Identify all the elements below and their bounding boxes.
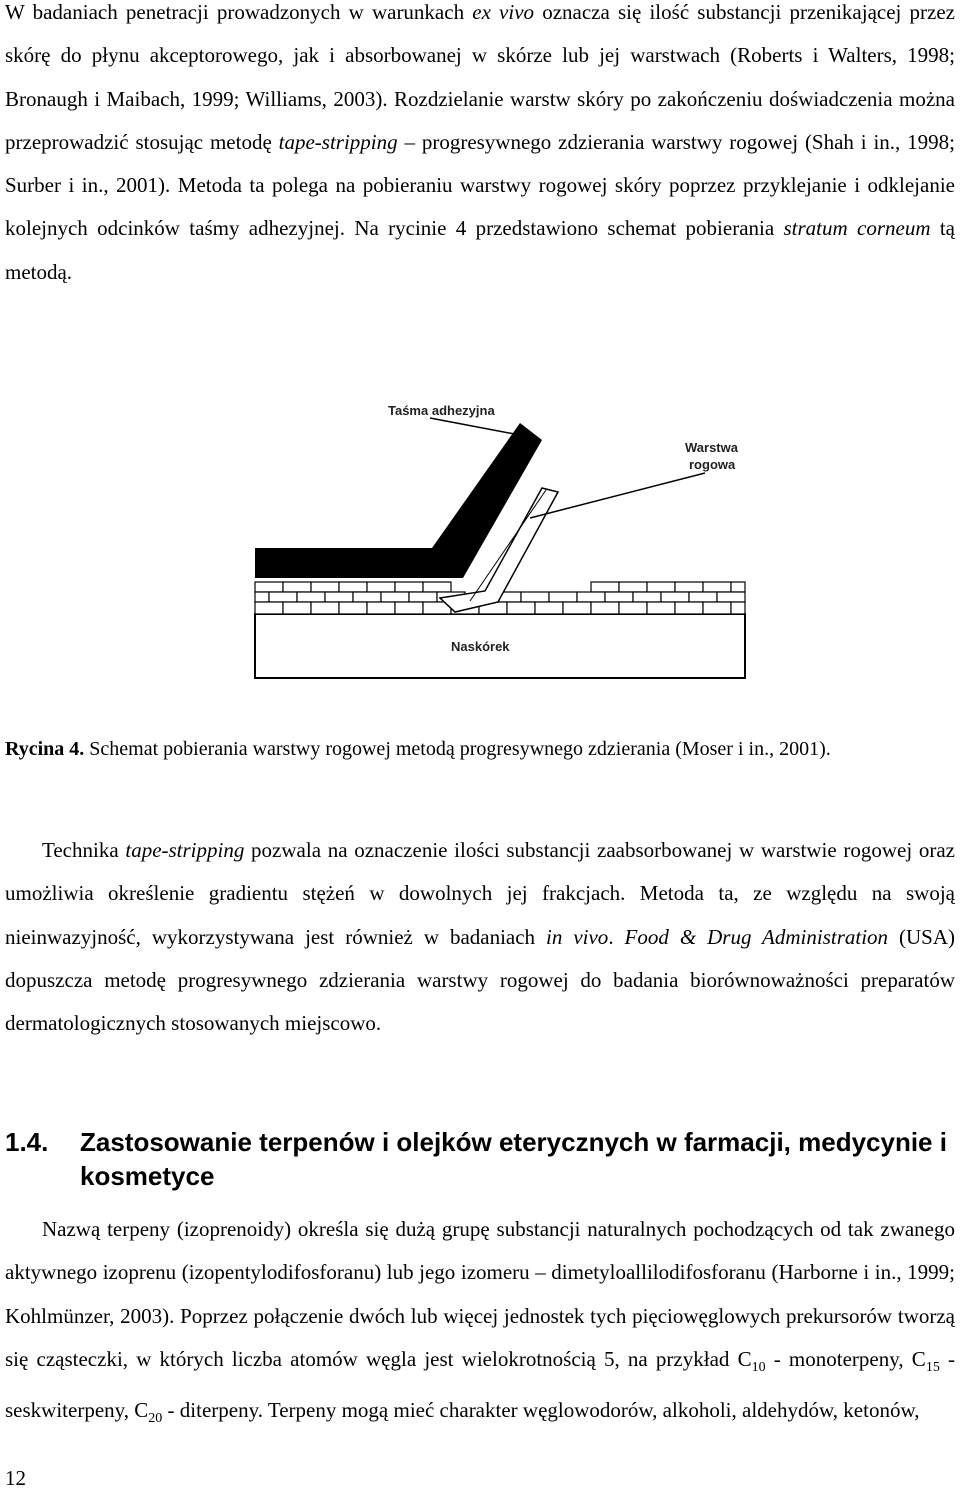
brick — [507, 602, 535, 614]
text-run: - monoterpeny, C — [765, 1346, 926, 1371]
brick — [647, 602, 675, 614]
label-stratum-corneum-1: Warstwa — [685, 440, 738, 455]
brick — [311, 602, 339, 614]
text-run: - seskwiterpeny, C — [5, 1346, 955, 1423]
brick — [409, 592, 437, 602]
brick — [731, 602, 745, 614]
italic-run: tape-stripping — [125, 838, 245, 862]
brick — [703, 602, 731, 614]
brick — [255, 592, 269, 602]
text-run: – progresywnego zdzierania warstwy rogowej (Shah i in., 1998; Surber i in., 2001). Metoda ta polega na pobieraniu warstwy rogowej skóry poprzez przyklejanie i odklejanie kolejnych odcinków taśmy adhezyjnej. Na rycinie 4 przedstawiono schemat pobierania — [5, 129, 955, 241]
brick — [367, 602, 395, 614]
brick — [325, 592, 353, 602]
brick — [297, 592, 325, 602]
brick — [283, 602, 311, 614]
paragraph-ex-vivo — [5, 0, 955, 294]
subscript-run: 20 — [148, 1411, 163, 1427]
brick — [521, 592, 549, 602]
brick — [395, 582, 423, 592]
label-stratum-corneum-2: rogowa — [689, 457, 736, 472]
brick — [703, 582, 731, 592]
brick — [591, 602, 619, 614]
text-run: tą metodą. — [5, 216, 955, 284]
brick — [647, 582, 675, 592]
brick — [255, 602, 283, 614]
subscript-run: 10 — [751, 1360, 766, 1376]
italic-run: ex vivo — [472, 0, 535, 24]
brick — [549, 592, 577, 602]
section-title: Zastosowanie terpenów i olejków eterycznych w farmacji, medycynie i kosmetyce — [80, 1127, 947, 1191]
brick — [675, 582, 703, 592]
brick — [381, 592, 409, 602]
figure-tape-stripping — [240, 388, 760, 688]
brick — [577, 592, 605, 602]
brick — [353, 592, 381, 602]
section-number: 1.4. — [5, 1127, 49, 1157]
italic-run: Food & Drug Administration — [624, 924, 889, 949]
italic-run: in vivo — [546, 924, 609, 949]
brick — [283, 582, 311, 592]
section-heading — [5, 1125, 955, 1193]
brick — [255, 582, 283, 592]
text-run: oznacza się ilość substancji przenikającej przez skórę do płynu akceptorowego, jak i absorbowanej w skórze lub jej warstwach (Roberts i Walters, 1998; Bronaugh i Maibach, 1999; Williams, 2003). Rozdzielanie warstw skóry po zakończeniu doświadczenia można przeprowadzić stosując metodę — [5, 0, 956, 154]
brick — [717, 592, 745, 602]
page-number: 12 — [5, 1466, 26, 1490]
brick — [311, 582, 339, 592]
brick — [535, 602, 563, 614]
subscript-run: 15 — [925, 1360, 940, 1376]
brick — [619, 582, 647, 592]
paragraph-tape-stripping — [5, 829, 955, 1045]
brick — [619, 602, 647, 614]
brick — [423, 582, 451, 592]
brick — [605, 592, 633, 602]
brick — [269, 592, 297, 602]
brick — [689, 592, 717, 602]
brick — [395, 602, 423, 614]
caption-text: Schemat pobierania warstwy rogowej metodą progresywnego zdzierania (Moser i in., 2001). — [84, 738, 831, 760]
brick — [731, 582, 745, 592]
brick — [563, 602, 591, 614]
text-run: pozwala na oznaczenie ilości substancji zaabsorbowanej w warstwie rogowej oraz umożliwia określenie gradientu stężeń w dowolnych jej frakcjach. Metoda ta, ze względu na swoją nieinwazyjność, wykorzystywana jest również w badaniach — [5, 838, 955, 949]
italic-run: tape-stripping — [278, 129, 398, 154]
brick — [661, 592, 689, 602]
text-run: W badaniach penetracji prowadzonych w warunkach — [5, 0, 473, 24]
brick — [633, 592, 661, 602]
tape-stripping-diagram — [240, 388, 760, 688]
label-epidermis: Naskórek — [451, 639, 510, 654]
label-adhesive-tape: Taśma adhezyjna — [388, 403, 495, 418]
caption-label: Rycina 4. — [5, 738, 85, 760]
italic-run: stratum corneum — [783, 216, 931, 241]
brick — [675, 602, 703, 614]
text-run: Nazwą terpeny (izoprenoidy) określa się dużą grupę substancji naturalnych pochodzących od tak zwanego aktywnego izoprenu (izopentylodifosforanu) lub jego izomeru – dimetyloallilodifosforanu (Harborne i in., 1999; Kohlmünzer, 2003). Poprzez połączenie dwóch lub więcej jednostek tych pięciowęglowych prekursorów tworzą się cząsteczki, w których liczba atomów węgla jest wielokrotnością 5, na przykład C — [5, 1217, 955, 1371]
brick — [367, 582, 395, 592]
text-run: - diterpeny. Terpeny mogą mieć charakter węglowodorów, alkoholi, aldehydów, ketonów, — [162, 1398, 920, 1423]
figure-caption — [5, 737, 955, 761]
brick — [339, 602, 367, 614]
text-run: (USA) dopuszcza metodę progresywnego zdzierania warstwy rogowej do badania biorównoważności preparatów dermatologicznych stosowanych miejscowo. — [5, 924, 956, 1036]
text-run: Technika — [42, 838, 126, 862]
text-run: . — [608, 924, 625, 949]
brick — [591, 582, 619, 592]
paragraph-terpenes — [5, 1208, 955, 1441]
brick — [339, 582, 367, 592]
